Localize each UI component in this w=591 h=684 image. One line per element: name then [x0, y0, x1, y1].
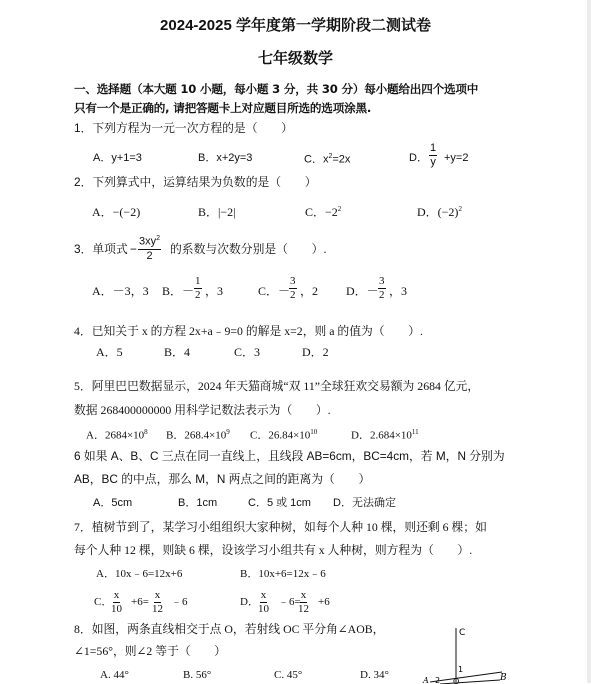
q3-option-c-rest: ，2: [300, 284, 319, 298]
q5-line2: 数据 268400000000 用科学记数法表示为（ ）.: [74, 403, 331, 417]
q2-option-a: A．−(−2): [92, 205, 141, 219]
q3-option-c-label: C．－: [258, 284, 291, 298]
q8-line2: ∠1=56°，则∠2 等于（ ）: [74, 644, 227, 658]
q1-option-b: B．x+2y=3: [198, 152, 253, 164]
figure-label-a: A: [423, 676, 429, 684]
q6-option-c: C．5 或 1cm: [248, 497, 311, 509]
q6-option-d: D．无法确定: [333, 497, 396, 509]
q3-stem-end: 的系数与次数分别是（ ）.: [170, 242, 327, 256]
exam-title: 2024-2025 学年度第一学期阶段二测试卷: [160, 17, 431, 34]
q7-option-c-rest: ﹣6: [171, 596, 188, 608]
q2-option-c: C．$-2^2$: [305, 205, 342, 219]
q8-option-c: C. 45°: [274, 669, 303, 681]
q4-option-d: D．2: [302, 345, 329, 359]
q3-option-b-rest: ，3: [205, 284, 224, 298]
q3-minus: −: [130, 242, 137, 256]
q1-option-c: C．$x^2=2x$: [304, 153, 351, 166]
line-oa: [440, 680, 500, 684]
figure-label-b: B: [500, 673, 507, 683]
q7-option-d-middle: ﹣6=: [278, 596, 301, 608]
q7-option-d-rest: +6: [318, 596, 330, 608]
q7-line2: 每个人种 12 棵，则缺 6 棵，设该学习小组共有 x 人种树，则方程为（ ）.: [74, 543, 473, 557]
q4-option-a: A．5: [96, 345, 123, 359]
q8-option-b: B. 56°: [183, 669, 212, 681]
figure-label-2: 2: [435, 676, 441, 684]
q4-stem: 4．已知关于 x 的方程 2x+a﹣9=0 的解是 x=2，则 a 的值为（ ）.: [74, 324, 423, 338]
q3-option-d-label: D．－: [346, 284, 379, 298]
q6-option-a: A．5cm: [93, 497, 133, 509]
q2-stem: 2．下列算式中，运算结果为负数的是（ ）: [74, 175, 317, 189]
q1-option-a: A．y+1=3: [93, 152, 142, 164]
q2-option-b: B．|−2|: [198, 205, 236, 219]
figure-label-1: 1: [458, 665, 464, 674]
q3-stem-start: 3．单项式: [74, 242, 128, 256]
q7-option-c-fraction-1: $\frac{x}{10}$: [111, 589, 122, 615]
q1-option-d-label: D．: [409, 152, 428, 164]
q7-option-b: B．10x+6=12x﹣6: [240, 568, 326, 580]
figure-label-o: O: [453, 677, 460, 684]
intersecting-lines-figure: [420, 622, 530, 684]
q1-option-d-rest: +y=2: [444, 152, 469, 164]
q3-monomial-fraction: $\frac{3xy^2}{2}$: [139, 235, 161, 262]
q5-option-c: C．$26.84\times 10^{10}$: [250, 428, 318, 442]
section-heading-line1: 一、选择题（本大题 10 小题，每小题 3 分，共 30 分）每小题给出四个选项中: [74, 82, 479, 96]
q7-line1: 7．植树节到了，某学习小组组织大家种树，如每个人种 10 棵，则还剩 6 棵；如: [74, 520, 487, 534]
q3-option-c-fraction: $\frac{3}{2}$: [290, 275, 296, 301]
q2-option-d: D．$(-2)^2$: [417, 205, 462, 219]
q7-option-d-fraction-1: $\frac{x}{10}$: [258, 589, 269, 615]
q4-option-b: B．4: [164, 345, 191, 359]
q3-option-b-fraction: $\frac{1}{2}$: [195, 275, 201, 301]
q6-option-b: B．1cm: [178, 497, 218, 509]
q8-line1: 8．如图，两条直线相交于点 O，若射线 OC 平分角∠AOB，: [74, 622, 385, 636]
q7-option-c-fraction-2: $\frac{x}{12}$: [152, 589, 163, 615]
q1-option-d-fraction: $\frac{1}{y}$: [430, 142, 437, 168]
q6-line1: 6 如果 A、B、C 三点在同一直线上，且线段 AB=6cm，BC=4cm，若 M，N 分别为: [74, 449, 505, 463]
figure-label-c: C: [459, 628, 466, 638]
q7-option-d-fraction-2: $\frac{x}{12}$: [298, 589, 309, 615]
q3-option-a: A．－3，3: [92, 284, 149, 298]
q3-option-d-rest: ，3: [389, 284, 408, 298]
exam-subtitle: 七年级数学: [257, 50, 333, 67]
q6-line2: AB，BC 的中点，那么 M，N 两点之间的距离为（ ）: [74, 472, 371, 486]
q1-stem: 1．下列方程为一元一次方程的是（ ）: [74, 121, 293, 135]
q3-option-d-fraction: $\frac{3}{2}$: [379, 275, 385, 301]
q4-option-c: C．3: [234, 345, 261, 359]
q5-option-b: B．$268.4\times 10^9$: [166, 428, 230, 442]
q7-option-d-label: D．: [240, 596, 259, 608]
q7-option-c-label: C．: [94, 596, 113, 608]
q8-option-d: D. 34°: [360, 669, 389, 681]
q7-option-a: A．10x﹣6=12x+6: [96, 568, 183, 580]
q3-option-b-label: B．－: [162, 284, 195, 298]
q7-option-c-middle: +6=: [131, 596, 149, 608]
page-edge: [587, 0, 591, 683]
q5-option-a: A．$2684\times 10^8$: [86, 428, 148, 442]
q5-line1: 5．阿里巴巴数据显示，2024 年天猫商城“双 11”全球狂欢交易额为 2684 亿元，: [74, 379, 480, 393]
section-heading-line2: 只有一个是正确的, 请把答题卡上对应题目所选的选项涂黑.: [74, 101, 372, 115]
q5-option-d: D．$2.684\times 10^{11}$: [351, 428, 419, 442]
q8-option-a: A. 44°: [100, 669, 129, 681]
